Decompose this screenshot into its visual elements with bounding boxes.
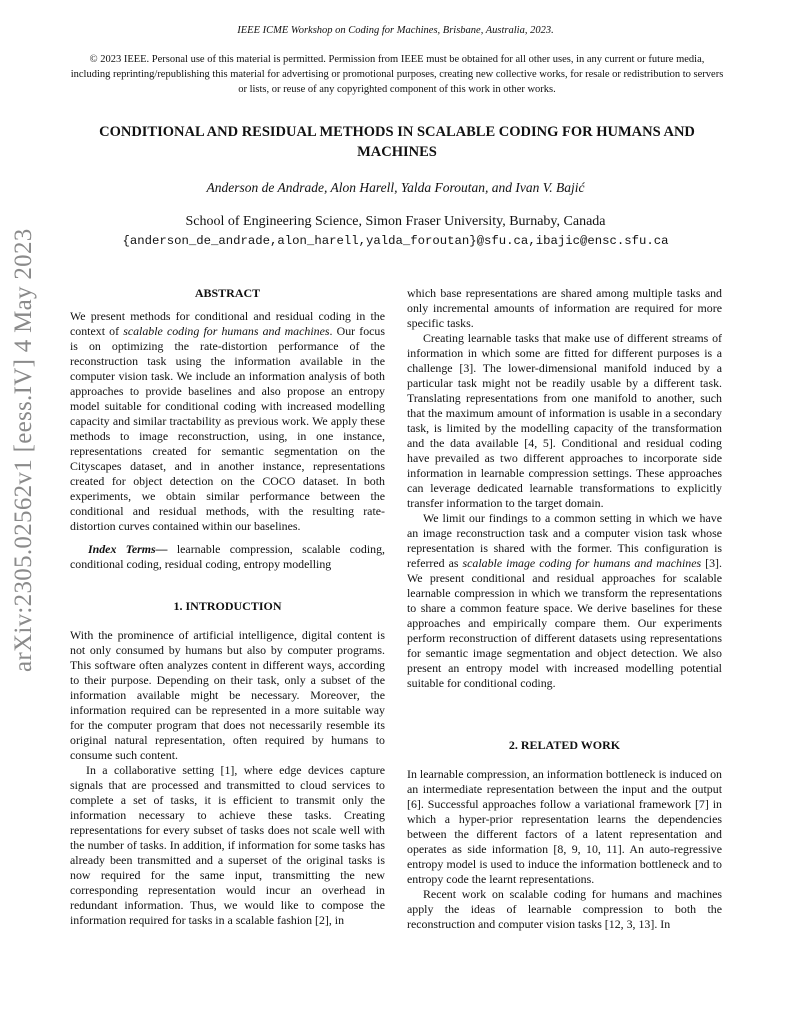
intro-paragraph-3: which base representations are shared among multiple tasks and only incremental amounts of information are required for more specific tasks. — [407, 286, 722, 330]
intro-paragraph-4: Creating learnable tasks that make use of different streams of information in which some are fitted for different purposes is a challenge [3]. The lower-dimensional manifold induced by a particular task might not be readily usable by a different task. Translating representations from one manifold to another, such that the maximum amount of information is usable in a secondary task, is limited by the modelling capacity of the transformation and the data available [4, 5]. Conditional and residual coding have prevailed as two different approaches to incorporate side information in learnable compression settings. These approaches can leverage dedicated learnable transformations to explicitly transfer information to the target domain. — [407, 331, 722, 510]
intro-paragraph-5: We limit our findings to a common setting in which we have an image reconstruction task and a computer vision task whose representation is shared with the former. This configuration is referred as scalable image coding for humans and machines [3]. We present conditional and residual approaches for scalable learnable compression in which we transform the representations to share a common feature space. We derive baselines for these approaches and empirically compare them. Our experiments perform reconstruction of different datasets using representations for semantic image segmentation and object detection. We also present an entropy model with increased modelling potential suitable for conditional coding. — [407, 511, 722, 690]
arxiv-watermark: arXiv:2305.02562v1 [eess.IV] 4 May 2023 — [10, 228, 37, 672]
introduction-section — [70, 599, 385, 928]
venue-line: IEEE ICME Workshop on Coding for Machines, Brisbane, Australia, 2023. — [237, 25, 554, 36]
related-paragraph-1: In learnable compression, an information bottleneck is induced on an intermediate representation between the input and the output [6]. Successful approaches follow a variational framework [7] in which a hyper-prior representation learns the dependencies between the different factors of a latent representation and operates as side information [8, 9, 10, 11]. An auto-regressive entropy model is used to induce the information bottleneck and to entropy code the learnt representations. — [407, 767, 722, 886]
index-terms: Index Terms— learnable compression, scalable coding, conditional coding, residual coding, entropy modelling — [70, 542, 385, 571]
abstract-heading: ABSTRACT — [194, 286, 261, 300]
intro-paragraph-1: With the prominence of artificial intelligence, digital content is not only consumed by humans but also by computer programs. This software often analyzes content in different ways, according to their purpose. Depending on their task, only a subset of the information available might be necessary. Moreover, the information required can be represented in a more suitable way for the computer program that does not necessarily resemble its original natural representation, often required by humans to consume such content. — [70, 628, 385, 762]
related-paragraph-2: Recent work on scalable coding for humans and machines apply the ideas of learnable compression to both the reconstruction and computer vision tasks [12, 3, 13]. In — [407, 887, 722, 931]
introduction-heading: 1. INTRODUCTION — [173, 599, 282, 613]
paper-title: CONDITIONAL AND RESIDUAL METHODS IN SCALABLE CODING FOR HUMANS AND MACHINES — [99, 124, 695, 160]
intro-paragraph-2: In a collaborative setting [1], where edge devices capture signals that are processed and transmitted to cloud services to complete a set of tasks, it is efficient to transmit only the information necessary to achieve these tasks. Creating representations for every subset of tasks does not scale well with the number of tasks. In addition, if information for some tasks has already been transmitted and a superset of the original tasks is now required for the same input, transmitting the new corresponding representation would incur an overhead in redundant information. Thus, we would like to compose the information required for tasks in a scalable fashion [2], in — [70, 763, 385, 927]
author-list: Anderson de Andrade, Alon Harell, Yalda Foroutan, and Ivan V. Bajić — [206, 180, 585, 195]
abstract-paragraph: We present methods for conditional and residual coding in the context of scalable coding for humans and machines. Our focus is on optimizing the rate-distortion performance of the reconstruction task using the information available in the computer vision task. We include an information analysis of both approaches to provide baselines and also propose an entropy model suitable for conditional coding with increased modelling capacity and similar tractability as previous work. We apply these methods to image reconstruction, using, in one instance, representations created for semantic segmentation on the Cityscapes dataset, and in another instance, representations created for object detection on the COCO dataset. In both experiments, we obtain similar performance between the conditional and residual methods, with the resulting rate-distortion curves contained within our baselines. — [70, 309, 385, 533]
copyright-notice: © 2023 IEEE. Personal use of this material is permitted. Permission from IEEE must be obtained for all other uses, in any current or future media, including reprinting/republishing this material for advertising or promotional purposes, creating new collective works, for resale or redistribution to servers or lists, or reuse of any copyrighted component of this work in other works. — [70, 54, 724, 95]
introduction-continued — [407, 286, 722, 691]
affiliation: School of Engineering Science, Simon Fraser University, Burnaby, Canada — [185, 214, 606, 229]
author-emails: {anderson_de_andrade,alon_harell,yalda_foroutan}@sfu.ca,ibajic@ensc.sfu.ca — [122, 234, 669, 248]
related-work-section — [407, 738, 722, 932]
abstract-section — [70, 286, 385, 572]
related-work-heading: 2. RELATED WORK — [508, 738, 621, 752]
